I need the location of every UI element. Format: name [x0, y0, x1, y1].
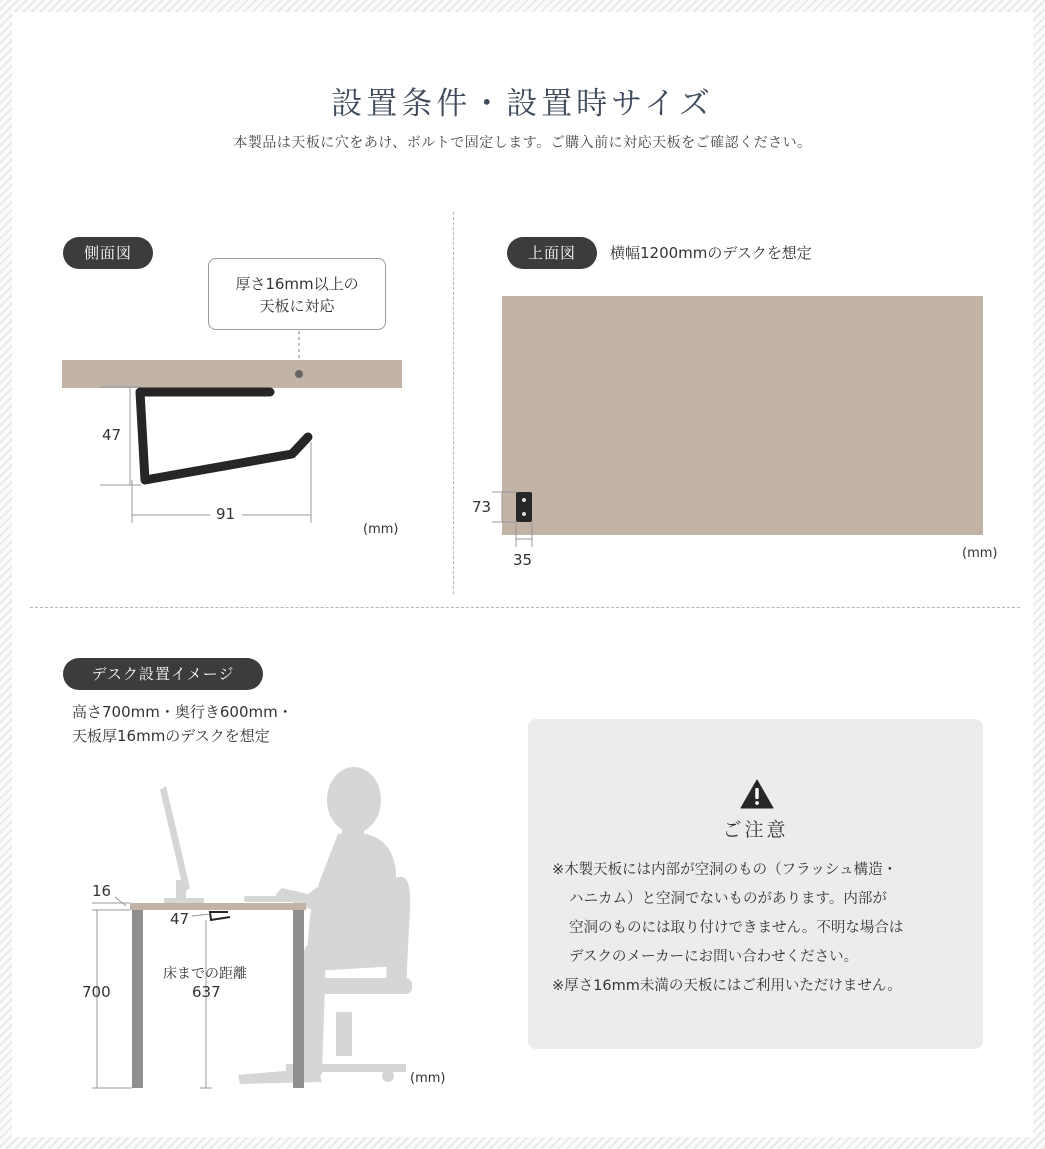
- desk-dim-bracket: 47: [170, 910, 190, 928]
- notice-title: ご注意: [722, 819, 789, 841]
- notice-line-4: デスクのメーカーにお問い合わせください。: [569, 949, 859, 965]
- notice-line-2: ハニカム）と空洞でないものがあります。内部が: [569, 891, 887, 907]
- horizontal-divider: [30, 607, 1020, 608]
- desk-unit: (mm): [410, 1071, 446, 1086]
- side-dim-width: 91: [216, 505, 236, 523]
- dim-line: [192, 914, 210, 916]
- desk-top-plan: [502, 296, 983, 535]
- floor-distance-label: 床までの距離: [163, 966, 247, 982]
- mini-bracket: [210, 912, 230, 920]
- page-title: 設置条件・設置時サイズ: [331, 86, 714, 122]
- person-silhouette: [238, 767, 400, 1084]
- desk-illustration: [60, 760, 460, 1100]
- desk-dim-thickness: 16: [92, 882, 112, 900]
- notice-box: [528, 719, 983, 1049]
- desk-desc-line-1: 高さ700mm・奥行き600mm・: [72, 703, 293, 721]
- dim-line: [115, 897, 126, 906]
- desk-top-board: [62, 360, 402, 388]
- top-dim-height: 73: [472, 498, 492, 516]
- notice-line-3: 空洞のものには取り付けできません。不明な場合は: [569, 920, 904, 936]
- warning-icon: [740, 779, 774, 809]
- top-view-dimensions: [490, 485, 550, 550]
- clamp-hole: [522, 512, 526, 516]
- desk-desc-line-2: 天板厚16mmのデスクを想定: [72, 727, 270, 745]
- notice-line-1: ※木製天板には内部が空洞のもの（フラッシュ構造・: [552, 862, 898, 878]
- bolt-point: [295, 370, 303, 378]
- notice-body: [552, 856, 977, 1001]
- top-view-caption: 横幅1200mmのデスクを想定: [610, 244, 812, 262]
- desk-dim-height: 700: [82, 983, 111, 1001]
- page-subtitle: 本製品は天板に穴をあけ、ボルトで固定します。ご購入前に対応天板をご確認ください。: [233, 135, 812, 151]
- bracket-shape: [140, 392, 308, 480]
- top-dim-width: 35: [513, 551, 533, 569]
- floor-distance-value: 637: [192, 983, 221, 1001]
- vertical-divider: [453, 212, 454, 594]
- desk-leg-right: [293, 910, 304, 1088]
- callout-line-1: 厚さ16mm以上の: [235, 275, 359, 293]
- desk-board: [130, 903, 306, 910]
- desk-leg-left: [132, 910, 143, 1088]
- top-view-label: 上面図: [507, 237, 597, 269]
- clamp-hole: [522, 498, 526, 502]
- desk-image-label: デスク設置イメージ: [63, 658, 263, 690]
- desk-assumption: [72, 700, 293, 748]
- side-view-label: 側面図: [63, 237, 153, 269]
- clamp-top-view: [516, 492, 532, 522]
- monitor-silhouette: [160, 786, 296, 904]
- notice-line-5: ※厚さ16mm未満の天板にはご利用いただけません。: [552, 978, 902, 994]
- callout-line-2: 天板に対応: [259, 297, 335, 315]
- side-unit: (mm): [363, 522, 399, 537]
- thickness-callout: [208, 258, 386, 330]
- top-unit: (mm): [962, 546, 998, 561]
- side-dim-height: 47: [102, 426, 122, 444]
